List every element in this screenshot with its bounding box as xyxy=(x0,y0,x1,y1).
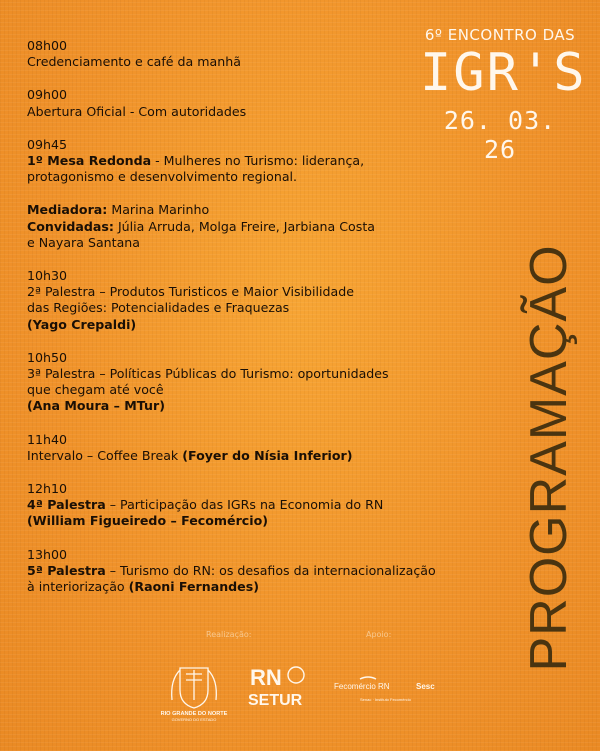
schedule-text-bold: (Foyer do Nísia Inferior) xyxy=(182,447,353,463)
schedule-text: 10h50 xyxy=(27,349,68,365)
schedule-text: das Regiões: Potencialidades e Fraquezas xyxy=(27,300,290,316)
schedule-line xyxy=(27,169,547,185)
rn-setur-logo xyxy=(246,663,318,709)
schedule-line xyxy=(27,317,547,333)
schedule-time xyxy=(27,432,547,448)
apoio-label: Apoio: xyxy=(366,630,392,639)
schedule-text: 10h30 xyxy=(27,268,68,284)
schedule-text-bold: 1º Mesa Redonda xyxy=(27,153,152,169)
schedule-text: 11h40 xyxy=(27,431,68,447)
setur-top-text: RN xyxy=(250,665,282,690)
schedule-text-bold: 4ª Palestra xyxy=(27,497,106,513)
programacao-title xyxy=(519,185,579,730)
schedule-text-bold: (Yago Crepaldi) xyxy=(27,316,137,332)
schedule-text: Intervalo – Coffee Break xyxy=(27,447,183,463)
schedule-line xyxy=(27,202,547,218)
schedule-item xyxy=(27,202,547,251)
event-brand xyxy=(420,24,587,164)
schedule-item xyxy=(27,481,547,530)
schedule-text: 08h00 xyxy=(27,38,68,53)
schedule-item xyxy=(27,432,547,464)
schedule-line xyxy=(27,235,547,251)
fecomercio-text: Fecomércio RN xyxy=(334,682,390,691)
schedule-text: protagonismo e desenvolvimento regional. xyxy=(27,169,298,185)
schedule-time xyxy=(27,350,547,366)
schedule-text: 09h00 xyxy=(27,87,68,103)
schedule-item xyxy=(27,547,547,596)
schedule-line xyxy=(27,448,547,464)
realizacao-label: Realização: xyxy=(206,630,252,639)
schedule-line xyxy=(27,513,547,529)
schedule-line xyxy=(27,563,547,579)
schedule-item xyxy=(27,350,547,415)
sun-icon xyxy=(288,667,304,683)
schedule-line xyxy=(27,366,547,382)
schedule-line xyxy=(27,219,547,235)
schedule-text: Júlia Arruda, Molga Freire, Jarbiana Costa xyxy=(113,218,375,234)
fecomercio-subtext: Senac · Instituto Fecomércio xyxy=(360,697,411,702)
schedule-text: - Mulheres no Turismo: liderança, xyxy=(151,153,365,169)
schedule-text: Abertura Oficial - Com autoridades xyxy=(27,103,247,119)
schedule-time xyxy=(27,547,547,563)
event-date: 26. 03. 26 xyxy=(443,106,557,164)
rn-logo-subtext: GOVERNO DO ESTADO xyxy=(171,717,217,722)
schedule-text-bold: Convidadas: xyxy=(27,218,114,234)
schedule-text-bold: (Ana Moura – MTur) xyxy=(27,398,165,414)
fecomercio-arc-icon xyxy=(360,677,376,679)
event-name: IGR'S xyxy=(420,43,587,103)
schedule-text: à interiorização xyxy=(27,579,129,595)
schedule-line xyxy=(27,284,547,300)
schedule-text: e Nayara Santana xyxy=(27,234,141,250)
rn-logo-text: RIO GRANDE DO NORTE xyxy=(160,711,228,717)
rn-government-logo xyxy=(160,660,228,722)
schedule-text: Marina Marinho xyxy=(107,202,210,218)
schedule-line xyxy=(27,300,547,316)
schedule-line xyxy=(27,398,547,414)
programacao-title-text: PROGRAMAÇÃO xyxy=(520,243,578,672)
schedule-text: 13h00 xyxy=(27,546,68,562)
schedule-text: Credenciamento e café da manhã xyxy=(27,54,241,70)
schedule-text: 12h10 xyxy=(27,481,68,497)
fecomercio-logo xyxy=(330,675,440,705)
schedule-line xyxy=(27,382,547,398)
schedule-text: 3ª Palestra – Políticas Públicas do Turismo: oportunidades xyxy=(27,366,389,382)
schedule-time xyxy=(27,481,547,497)
schedule-text: 2ª Palestra – Produtos Turisticos e Maior Visibilidade xyxy=(27,284,354,300)
schedule-line xyxy=(27,497,547,513)
schedule-text-bold: (William Figueiredo – Fecomércio) xyxy=(27,513,268,529)
sesc-text: Sesc xyxy=(416,682,435,691)
event-edition: 6º ENCONTRO DAS xyxy=(424,26,576,44)
schedule-text: – Participação das IGRs na Economia do RN xyxy=(105,497,384,513)
schedule-text-bold: 5ª Palestra xyxy=(27,562,106,578)
schedule-text-bold: (Raoni Fernandes) xyxy=(128,579,259,595)
schedule-text: – Turismo do RN: os desafios da internacionalização xyxy=(105,562,436,578)
schedule-text: 09h45 xyxy=(27,136,68,152)
schedule-time xyxy=(27,268,547,284)
setur-bottom-text: SETUR xyxy=(248,692,303,709)
schedule-item xyxy=(27,268,547,333)
schedule-line xyxy=(27,579,547,595)
schedule-text: que chegam até você xyxy=(27,382,164,398)
schedule-text-bold: Mediadora: xyxy=(27,202,108,218)
